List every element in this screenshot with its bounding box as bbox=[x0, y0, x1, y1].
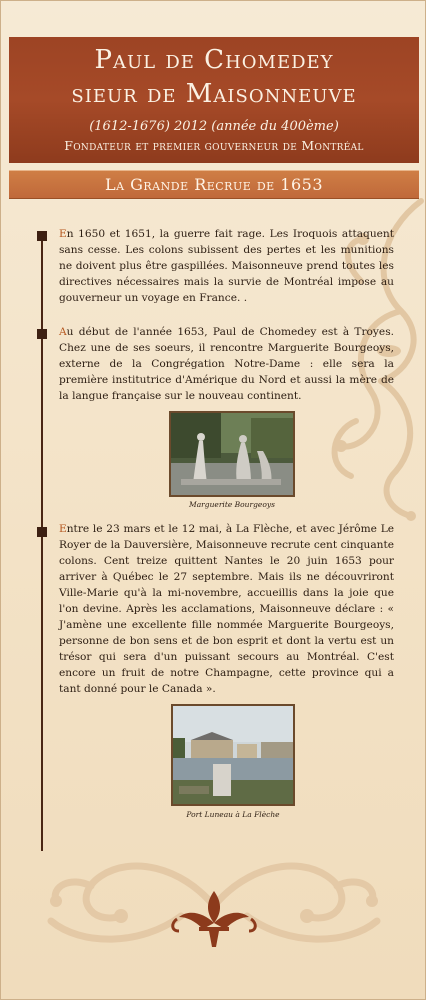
photo-caption: Marguerite Bourgeoys bbox=[189, 500, 275, 509]
page-title-line2: sieur de Maisonneuve bbox=[71, 79, 357, 109]
fleur-de-lis-icon bbox=[169, 887, 259, 951]
paragraph-initial: A bbox=[59, 326, 67, 338]
paragraph-text: u début de l'année 1653, Paul de Chomedey est à Troyes. Chez une de ses soeurs, il rencontre Marguerite Bourgeoys, externe de la Congrégation Notre-Dame : elle sera la première institutrice d'Amérique du Nord et aussi la mère de la langue française sur le nouveau continent. bbox=[59, 326, 394, 402]
header-panel bbox=[9, 37, 419, 163]
paragraph-text: n 1650 et 1651, la guerre fait rage. Les Iroquois attaquent sans cesse. Les colons subissent des pertes et les munitions ne doivent plus être gaspillées. Maisonneuve prend toutes les directives nécessaires mais la survie de Montréal impose au gouverneur un voyage en France. . bbox=[59, 228, 394, 304]
port-photo-image bbox=[173, 706, 293, 804]
paragraph-initial: E bbox=[59, 523, 67, 535]
photo-marguerite-bourgeoys bbox=[169, 411, 295, 497]
photo-caption: Port Luneau à La Flèche bbox=[186, 810, 280, 819]
paragraph-initial: E bbox=[59, 228, 67, 240]
paragraph-text: ntre le 23 mars et le 12 mai, à La Flèche, et avec Jérôme Le Royer de la Dauversière, Maisonneuve recrute cent cinquante colons. Cent treize quittent Nantes le 20 juin 1653 pour arriver à Québec le 27 septembre. Mais ils ne découvriront Ville-Marie qu'à la mi-novembre, accueillis dans la joie que l'on devine. Après les acclamations, Maisonneuve déclare : « J'amène une excellente fille nommée Marguerite Bourgeoys, personne de bon sens et de bon esprit et dont la vertu est un trésor qui sera d'un puissant secours au Montréal. C'est encore un fruit de notre Champagne, cette province qui a tant donné pour le Canada ». bbox=[59, 523, 394, 695]
page-title-line1: Paul de Chomedey bbox=[94, 45, 334, 75]
subtitle: Fondateur et premier gouverneur de Montréal bbox=[64, 138, 364, 153]
timeline-line bbox=[41, 233, 43, 851]
timeline-bullet bbox=[37, 231, 47, 241]
statue-photo-image bbox=[171, 413, 293, 495]
paragraph-1 bbox=[59, 226, 394, 306]
dates-line: (1612-1676) 2012 (année du 400ème) bbox=[89, 119, 339, 134]
timeline-bullet bbox=[37, 329, 47, 339]
photo-port-luneau bbox=[171, 704, 295, 806]
section-title: La Grande Recrue de 1653 bbox=[104, 175, 324, 194]
paragraph-3 bbox=[59, 521, 394, 697]
paragraph-2 bbox=[59, 324, 394, 404]
section-header bbox=[9, 170, 419, 199]
timeline-bullet bbox=[37, 527, 47, 537]
